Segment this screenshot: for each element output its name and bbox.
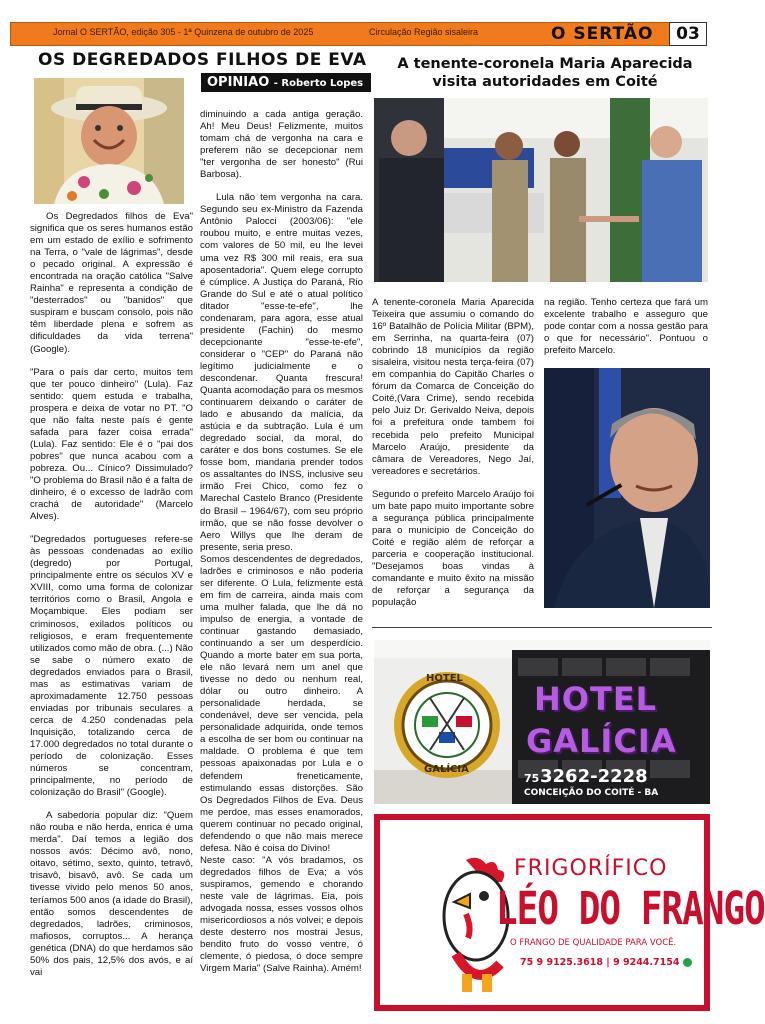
paragraph: A tenente-coronela Maria Aparecida Teixeira que assumiu o comando do 16º Batalhão de Polícia Militar (BPM), em Serrinha, na quarta-feira (07) cobrindo 18 municípios da região sisaleira, visitou nesta terça-feira (07) em companhia do Capitão Charles o fórum da Comarca de Conceição do Coité,(Vara Crime), sendo recebida pelo Juiz Dr. Gerivaldo Neiva, depois foi a prefeitura onde tambem foi recebida pelo prefeito Municipal Marcelo Araújo, presidente da câmara de Vereadores, Nego Jaí, vereadores e secretários. — [372, 297, 534, 477]
paragraph: Os Degredados filhos de Eva" significa que os seres humanos estão em um estado de exílio e sofrimento na Terra, o "vale de lágrimas", desde o pecado original. A expressão é encontrada na oração católica "Salve Rainha" e representa a condição de "desterrados" ou "banidos" que suspiram e buscam consolo, pois não têm liberdade plena e sofrem as dificuldades da vida terrena" (Google). — [30, 211, 193, 355]
hotel-area-code: 75 — [524, 772, 540, 785]
section-name: OPINIAO — [207, 75, 270, 90]
frigorifico-area-code: 75 — [520, 957, 534, 968]
paragraph: "Para o país dar certo, muitos tem que ter pouco dinheiro" (Lula). Faz sentido: quem estuda e trabalha, prospera e deixa de votar no PT. "O que não falta neste país é gente safada para fazer coisa errada" (Lula). Faz sentido: Ele é o "pai dos pobres" que nunca acabou com a pobreza. Ou... Cínico? Dissimulado? "O problema do Brasil não é a falta de dinheiro, é o excesso de ladrão com crachá de autoridade" (Marcelo Alves). — [30, 366, 193, 523]
circulation-text: Circulação Região sisaleira — [369, 27, 479, 37]
phone-separator: | — [606, 957, 614, 968]
hotel-seal-bottom-text: GALÍCIA — [424, 764, 469, 775]
hotel-name-line-2: GALÍCIA — [526, 722, 677, 760]
frigorifico-title: FRIGORÍFICO — [514, 856, 668, 881]
newspaper-brand: O SERTÃO — [551, 24, 654, 44]
article-title: OS DEGREDADOS FILHOS DE EVA — [38, 50, 367, 70]
hotel-name-line-1: HOTEL — [534, 680, 658, 718]
hotel-seal-top-text: HOTEL — [426, 673, 463, 684]
mayor-photo-illustration — [544, 368, 710, 608]
paragraph: A sabedoria popular diz: "Quem não rouba e não herda, enrica é uma merda". Daí temos a legião dos nossos avós: Décimo avô, nono, oitavo, sétimo, sexto, quinto, tetravô, trisavô, bisavô, avô. Se cada um tivesse vivido pelo menos 50 anos, teríamos 500 anos (a idade do Brasil), então somos descendentes de degredados, ladrões, criminosos, mafiosos, corruptos... A herança genética (DNA) do que herdamos são 50% dos pais, 12,5% dos avós, e aí vai — [30, 810, 193, 978]
frigorifico-phones — [520, 957, 692, 968]
frigorifico-name: LÉO DO FRANGO — [496, 884, 765, 936]
section-divider — [372, 627, 712, 628]
edition-info: Jornal O SERTÃO, edição 305 - 1ª Quinzena de outubro de 2025 — [53, 27, 314, 37]
section-label — [201, 73, 371, 92]
paragraph: Somos descendentes de degredados, ladrões e criminosos e não poderia ser diferente. O Lula, felizmente está em fim de carreira, ainda mais com uma mulher falada, que lhe dá no impulso de energia, a vontade de continuar gastando demasiado, continuando a ser um desperdício. Quando a morte bater em sua porta, ele não levará nem um anel que tivesse no dedo ou nenhum real, dólar ou outro dinheiro. A personalidade herdada, se condenável, deve ser vencida, pela personalidade adquirida, onde temos a escolha de ser bom ou continuar na maldade. O problema é que tem pessoas apaixonadas por Lula e o defendem freneticamente, estimulando essas distorções. São Os Degredados Filhos de Eva. Deus me perdoe, mas esses enamorados, querem continuar no pecado original, defendendo o que não mais merece defesa. Não é coisa do Divino! — [200, 553, 363, 854]
article-left-column-1 — [30, 211, 193, 990]
meeting-photo — [374, 98, 708, 282]
frigorifico-phone-2: 9 9244.7154 — [613, 957, 680, 968]
title-line-1: A tenente-coronela Maria Aparecida — [397, 56, 693, 72]
paragraph: Neste caso: "A vós bradamos, os degredados filhos de Eva; a vós suspiramos, gemendo e chorando neste vale de lágrimas. Eia, pois advogada nossa, esses vossos olhos misericordiosos a nós volvei; e depois deste desterro nos mostrai Jesus, bendito fruto do vosso ventre, ó clemente, ó piedosa, ó doce sempre Virgem Maria" (Salve Rainha). Amém! — [200, 854, 363, 975]
author-photo — [34, 78, 184, 204]
title-line-2: visita autoridades em Coité — [432, 74, 658, 90]
hotel-location: CONCEIÇÃO DO COITÉ - BA — [524, 788, 659, 798]
article-right-column-2 — [544, 297, 708, 368]
frigorifico-phone-1: 9 9125.3618 — [536, 957, 603, 968]
whatsapp-icon — [683, 958, 692, 967]
author-photo-illustration — [34, 78, 184, 204]
frigorifico-ad — [374, 814, 765, 1011]
paragraph: diminuindo a cada antiga geração. Ah! Meu Deus! Felizmente, muitos tomam chá de vergonha na cara e preferem não se decepcionar nem "ter vergonha de ser honesto" (Rui Barbosa). — [200, 109, 363, 181]
header-bar — [10, 22, 707, 46]
hotel-galicia-ad — [374, 640, 710, 804]
paragraph: "Degredados portugueses refere-se às pessoas condenadas ao exílio (degredo) por Portugal, principalmente entre os séculos XV e XVIII, como uma forma de colonizar territórios como o Brasil, Angola e Moçambique. Eles podiam ser criminosos, exilados políticos ou religiosos, e eram frequentemente utilizados como mão de obra. (...) Não se sabe o número exato de degredados enviados para o Brasil, mas as estimativas variam de aproximadamente 12.750 pessoas enviadas por tribunais seculares a cerca de 4.250 condenadas pela Inquisição, totalizando cerca de 17.000 degredados no total durante o período de colonização. Esses números se concentram, principalmente, no período de colonização do Brasil" (Google). — [30, 534, 193, 799]
page-number: 03 — [669, 22, 707, 46]
paragraph: Segundo o prefeito Marcelo Araújo foi um bate papo muito importante sobre a segurança pública principalmente para o município de Conceição do Coité e região além de reforçar a parceria e cooperação institucional. "Desejamos boas vindas à comandante e muito êxito na missão de reforçar a segurança da população — [372, 488, 534, 609]
author-name: - Roberto Lopes — [273, 78, 364, 89]
hotel-phone: 3262-2228 — [540, 766, 648, 787]
article-left-column-2 — [200, 109, 363, 986]
meeting-photo-illustration — [374, 98, 708, 282]
frigorifico-slogan: O FRANGO DE QUALIDADE PARA VOCÊ. — [510, 938, 677, 948]
article-right-title — [380, 55, 710, 91]
paragraph: Lula não tem vergonha na cara. Segundo seu ex-Ministro da Fazenda Antônio Palocci (2003/06): "ele roubou muito, e entre muitas vezes, com valores de 50 mil, eu lhe levei uma vez R$ 300 mil reais, era sua aposentadoria". Quem elege corrupto é cúmplice. A Justiça do Paraná, Rio Grande do Sul e até o atual político ditador "esse-te-efe", lhe condenaram, para agora, esse atual presidente (Fachin) do mesmo decepcionante "esse-te-efe", considerar o "CEP" do Paraná não legítimo judicialmente e o descondenar. Quanta frescura! Quanta acomodação para os mesmos continuarem deixando o caráter de lado e abusando da malícia, da astúcia e da subtração. Lula é um degredado social, da moral, do caráter e dos bons costumes. Se ele fosse bom, mandaria prender todos os assaltantes do INSS, inclusive seu irmão Frei Chico, como fez o Marechal Castelo Branco (Presidente do Brasil – 1964/67), com seu próprio irmão, que se não fosse devolver o Aero Willys que lhe deram de presente, seria preso. — [200, 192, 363, 553]
article-right-column-1 — [372, 297, 534, 620]
paragraph: na região. Tenho certeza que fará um excelente trabalho e asseguro que pode contar com a nossa gestão para o que for necessário". Pontuou o prefeito Marcelo. — [544, 297, 708, 357]
mayor-photo — [544, 368, 710, 608]
